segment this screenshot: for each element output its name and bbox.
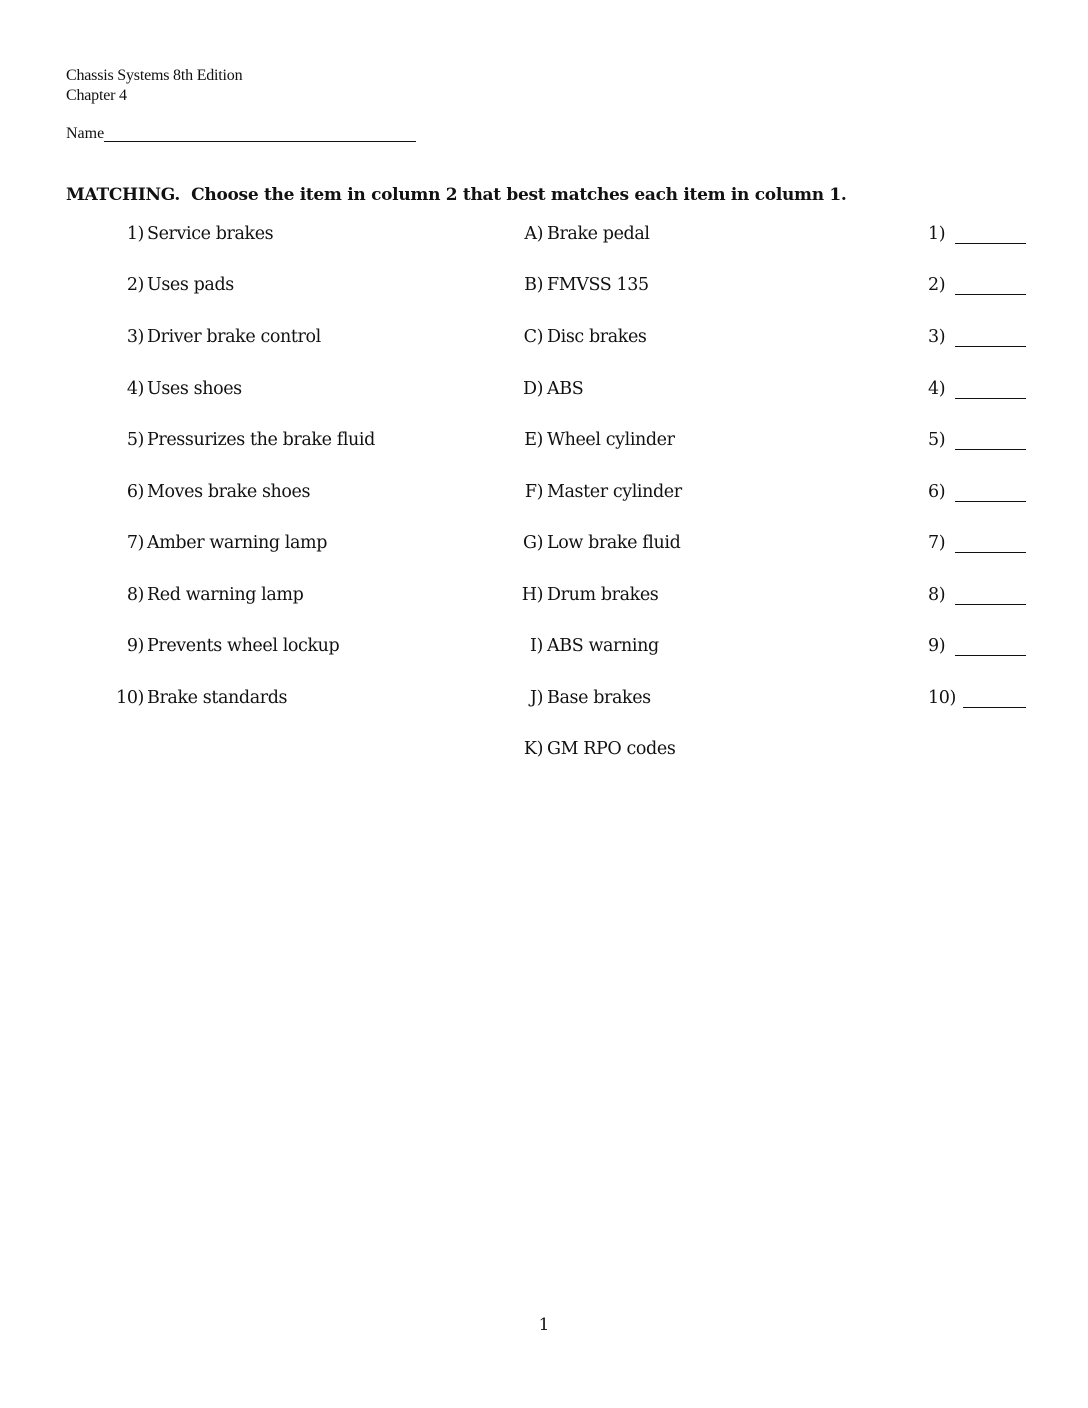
- column2-item: GM RPO codes: [547, 739, 676, 759]
- answer-blank[interactable]: [955, 243, 1026, 244]
- name-field[interactable]: [66, 124, 416, 144]
- answer-number: 3): [928, 327, 946, 347]
- matching-row: [0, 737, 1088, 761]
- answer-number: 9): [928, 636, 946, 656]
- column2-letter: C): [523, 327, 543, 347]
- column2-letter: E): [524, 430, 543, 450]
- matching-instructions: MATCHING. Choose the item in column 2 that best matches each item in column 1.: [66, 185, 847, 205]
- page-number: 1: [538, 1315, 550, 1335]
- matching-row: [0, 222, 1088, 246]
- column1-item: Prevents wheel lockup: [147, 636, 340, 656]
- answer-blank[interactable]: [955, 398, 1026, 399]
- column1-item: Uses pads: [147, 275, 234, 295]
- column2-item: Wheel cylinder: [547, 430, 675, 450]
- matching-row: [0, 634, 1088, 658]
- column2-item: ABS: [547, 379, 584, 399]
- column1-item: Moves brake shoes: [147, 482, 311, 502]
- column1-number: 4): [126, 379, 144, 399]
- column2-item: Disc brakes: [547, 327, 647, 347]
- answer-blank[interactable]: [955, 294, 1026, 295]
- column1-number: 7): [126, 533, 144, 553]
- matching-row: [0, 531, 1088, 555]
- answer-blank[interactable]: [955, 552, 1026, 553]
- matching-row: [0, 686, 1088, 710]
- column1-item: Pressurizes the brake fluid: [147, 430, 375, 450]
- answer-number: 2): [928, 275, 946, 295]
- column2-item: FMVSS 135: [547, 275, 649, 295]
- answer-blank[interactable]: [955, 346, 1026, 347]
- column2-letter: D): [522, 379, 543, 399]
- header-chapter: Chapter 4: [66, 87, 127, 104]
- column2-letter: B): [524, 275, 543, 295]
- column1-item: Uses shoes: [147, 379, 242, 399]
- column1-number: 10): [116, 688, 144, 708]
- name-blank-line[interactable]: [104, 141, 416, 142]
- answer-blank[interactable]: [955, 449, 1026, 450]
- column1-item: Amber warning lamp: [147, 533, 328, 553]
- column1-item: Red warning lamp: [147, 585, 304, 605]
- column2-item: Base brakes: [547, 688, 651, 708]
- column2-letter: J): [529, 688, 543, 708]
- answer-number: 6): [928, 482, 946, 502]
- answer-blank[interactable]: [963, 707, 1026, 708]
- column1-number: 6): [126, 482, 144, 502]
- column1-number: 1): [126, 224, 144, 244]
- column2-letter: A): [524, 224, 543, 244]
- column1-item: Service brakes: [147, 224, 274, 244]
- column2-letter: F): [524, 482, 543, 502]
- column1-item: Brake standards: [147, 688, 288, 708]
- column1-number: 9): [126, 636, 144, 656]
- column1-number: 2): [126, 275, 144, 295]
- column1-item: Driver brake control: [147, 327, 321, 347]
- column1-number: 5): [126, 430, 144, 450]
- column1-number: 3): [126, 327, 144, 347]
- matching-row: [0, 480, 1088, 504]
- column2-item: Low brake fluid: [547, 533, 681, 553]
- column1-number: 8): [126, 585, 144, 605]
- column2-item: Master cylinder: [547, 482, 682, 502]
- answer-blank[interactable]: [955, 655, 1026, 656]
- answer-blank[interactable]: [955, 501, 1026, 502]
- column2-letter: I): [530, 636, 543, 656]
- answer-number: 7): [928, 533, 946, 553]
- column2-item: Brake pedal: [547, 224, 650, 244]
- column2-letter: K): [523, 739, 543, 759]
- column2-letter: H): [521, 585, 543, 605]
- matching-row: [0, 325, 1088, 349]
- column2-letter: G): [522, 533, 543, 553]
- answer-number: 10): [928, 688, 956, 708]
- matching-row: [0, 583, 1088, 607]
- answer-number: 4): [928, 379, 946, 399]
- matching-row: [0, 273, 1088, 297]
- column2-item: Drum brakes: [547, 585, 659, 605]
- answer-number: 5): [928, 430, 946, 450]
- column2-item: ABS warning: [547, 636, 659, 656]
- header-title: Chassis Systems 8th Edition: [66, 67, 243, 84]
- name-label: Name: [66, 125, 105, 142]
- answer-number: 1): [928, 224, 946, 244]
- answer-number: 8): [928, 585, 946, 605]
- matching-row: [0, 428, 1088, 452]
- answer-blank[interactable]: [955, 604, 1026, 605]
- matching-row: [0, 377, 1088, 401]
